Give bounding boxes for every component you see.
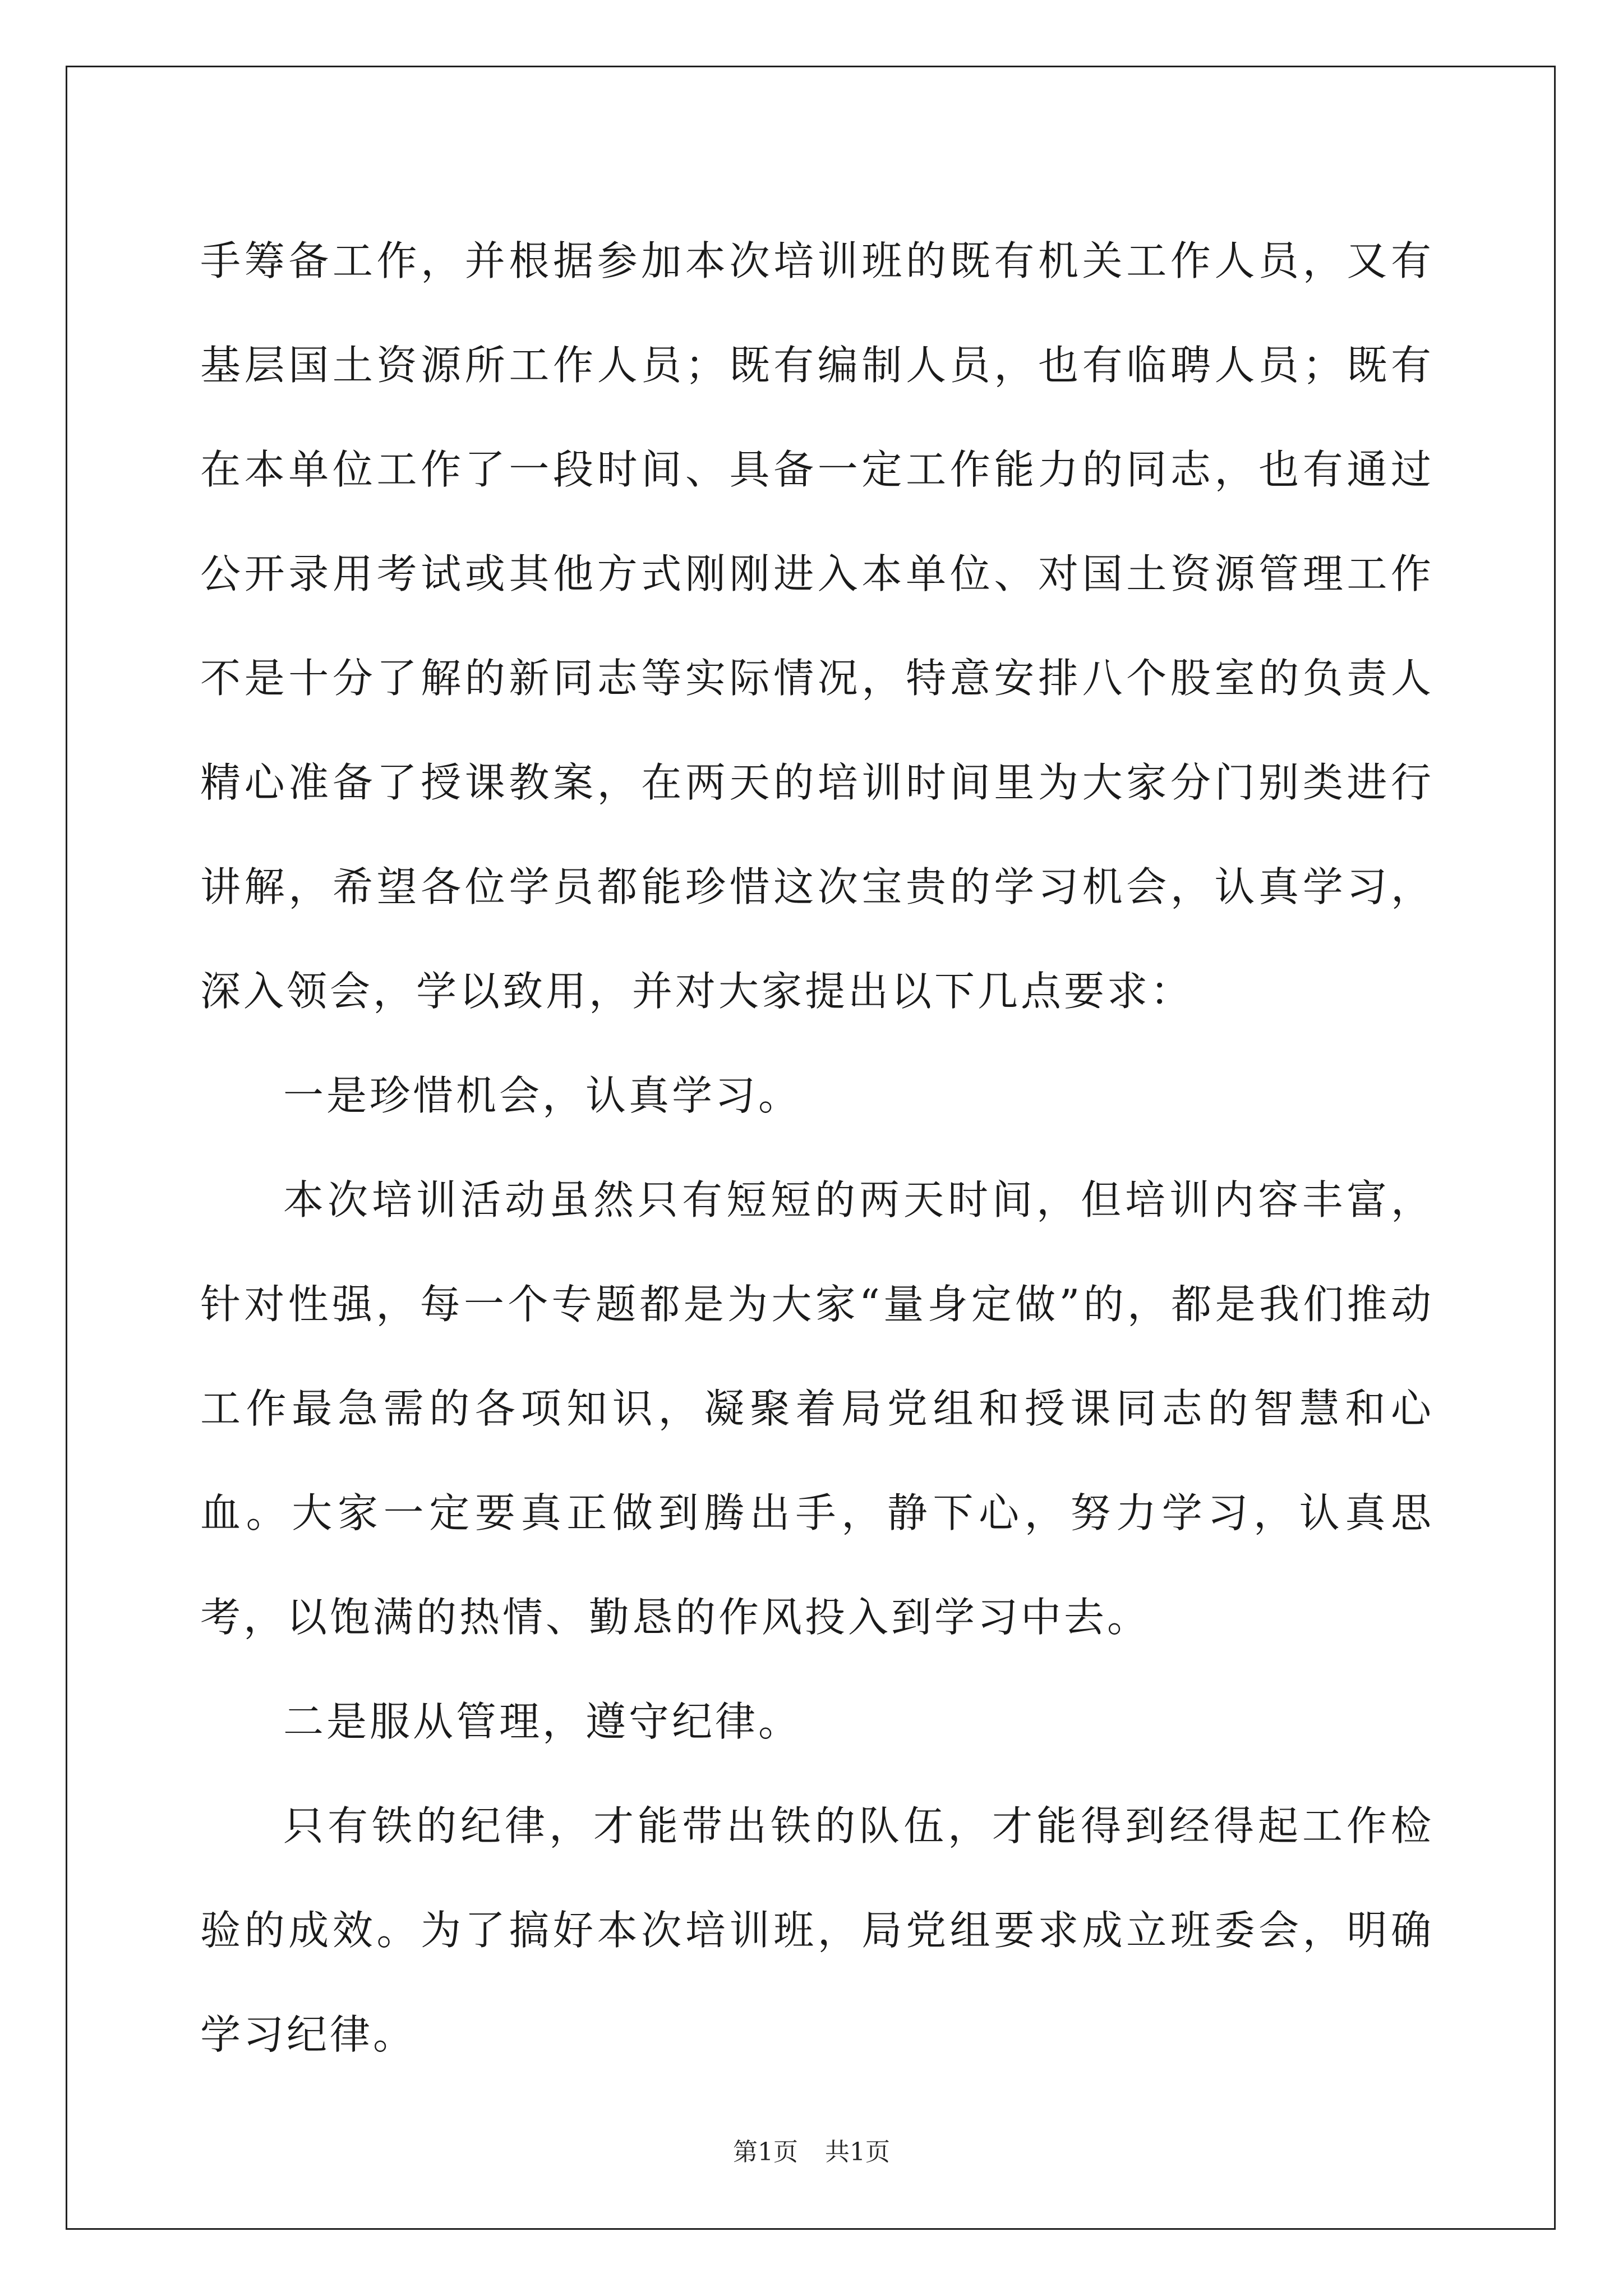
paragraph-1: 手筹备工作，并根据参加本次培训班的既有机关工作人员，又有基层国土资源所工作人员；既有编制人员，也有临聘人员；既有在本单位工作了一段时间、具备一定工作能力的同志，也有通过公开录用考试或其他方式刚刚进入本单位、对国土资源管理工作不是十分了解的新同志等实际情况，特意安排八个股室的负责人精心准备了授课教案，在两天的培训时间里为大家分门别类进行讲解，希望各位学员都能珍惜这次宝贵的学习机会，认真学习，深入领会，学以致用，并对大家提出以下几点要求：	[200, 237, 1434, 1015]
paragraph-3: 本次培训活动虽然只有短短的两天时间，但培训内容丰富，针对性强，每一个专题都是为大家“量身定做”的，都是我们推动工作最急需的各项知识，凝聚着局党组和授课同志的智慧和心血。大家一定要真正做到腾出手，静下心，努力学习，认真思考，以饱满的热情、勤恳的作风投入到学习中去。	[200, 1176, 1434, 1641]
page-number: 第1页	[733, 2138, 798, 2166]
page-footer	[0, 2132, 1623, 2168]
page-total: 共1页	[825, 2138, 890, 2166]
paragraph-4-heading: 二是服从管理，遵守纪律。	[283, 1698, 802, 1745]
document-body	[200, 209, 1434, 2087]
paragraph-2-heading: 一是珍惜机会，认真学习。	[283, 1072, 802, 1119]
paragraph-5: 只有铁的纪律，才能带出铁的队伍，才能得到经得起工作检验的成效。为了搞好本次培训班，局党组要求成立班委会，明确学习纪律。	[200, 1802, 1434, 2058]
